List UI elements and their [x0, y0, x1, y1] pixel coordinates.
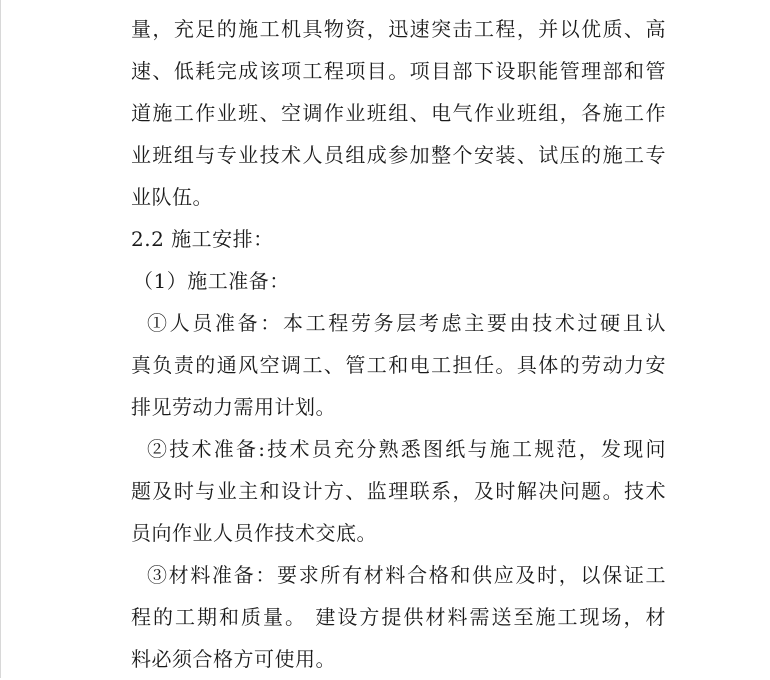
- item-3-line: 料必须合格方可使用。: [131, 647, 336, 671]
- paragraph-line: 速、低耗完成该项工程项目。项目部下设职能管理部和管: [131, 59, 666, 83]
- paragraph-line: 道施工作业班、空调作业班组、电气作业班组，各施工作: [131, 101, 666, 125]
- item-2-line: 题及时与业主和设计方、监理联系，及时解决问题。技术: [131, 479, 666, 503]
- item-3-line: ③材料准备：要求所有材料合格和供应及时，以保证工: [147, 563, 666, 587]
- item-2-line: ②技术准备:技术员充分熟悉图纸与施工规范，发现问: [147, 437, 666, 461]
- item-3-line: 程的工期和质量。 建设方提供材料需送至施工现场，材: [131, 605, 666, 629]
- item-1-line: 排见劳动力需用计划。: [131, 395, 336, 419]
- section-heading: 2.2 施工安排：: [131, 227, 274, 251]
- subheading: （1）施工准备：: [133, 269, 290, 293]
- item-1-line: 真负责的通风空调工、管工和电工担任。具体的劳动力安: [131, 353, 666, 377]
- item-1-line: ①人员准备：本工程劳务层考虑主要由技术过硬且认: [147, 311, 666, 335]
- item-2-line: 员向作业人员作技术交底。: [131, 521, 377, 545]
- document-body: [131, 8, 666, 680]
- paragraph-line: 量，充足的施工机具物资，迅速突击工程，并以优质、高: [131, 17, 666, 41]
- paragraph-line: 业队伍。: [131, 185, 213, 209]
- paragraph-line: 业班组与专业技术人员组成参加整个安装、试压的施工专: [131, 143, 666, 167]
